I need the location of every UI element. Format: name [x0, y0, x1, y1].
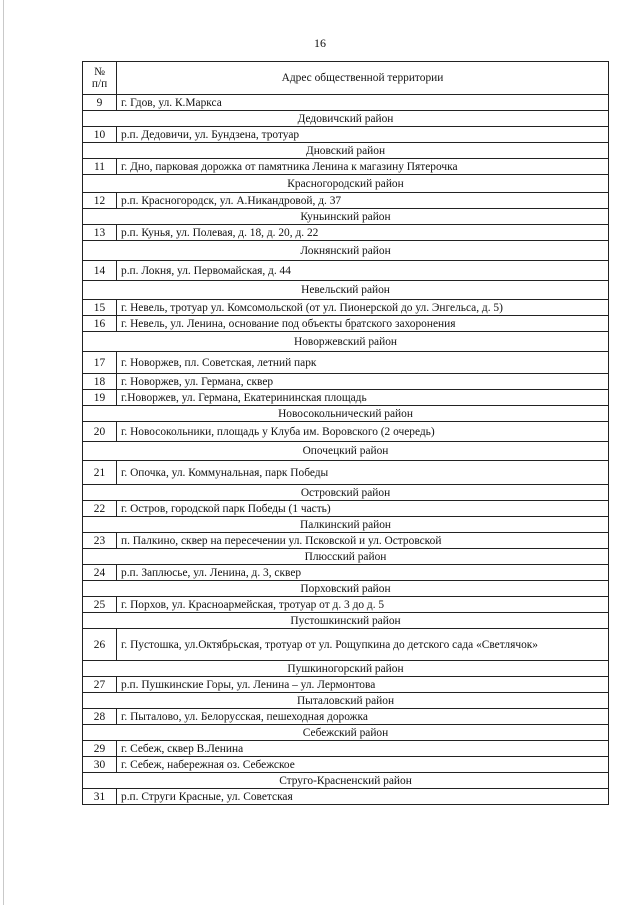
district-row	[83, 406, 609, 422]
district-name: Пыталовский район	[83, 693, 609, 709]
row-address: г. Пустошка, ул.Октябрьская, тротуар от ул. Рощупкина до детского сада «Светлячок»	[117, 629, 609, 661]
district-name: Новоржевский район	[83, 332, 609, 352]
district-name: Себежский район	[83, 725, 609, 741]
row-number: 9	[83, 95, 117, 111]
row-address: г. Себеж, сквер В.Ленина	[117, 741, 609, 757]
row-number: 21	[83, 461, 117, 485]
table-row	[83, 374, 609, 390]
district-name: Красногородский район	[83, 175, 609, 193]
row-number: 26	[83, 629, 117, 661]
table-header-row	[83, 62, 609, 95]
district-row	[83, 549, 609, 565]
row-number: 10	[83, 127, 117, 143]
number-header-symbol: №	[94, 66, 105, 78]
table-row	[83, 461, 609, 485]
row-number: 12	[83, 193, 117, 209]
district-row	[83, 143, 609, 159]
table-row	[83, 629, 609, 661]
district-row	[83, 517, 609, 533]
table-row	[83, 261, 609, 281]
table-row	[83, 225, 609, 241]
district-row	[83, 485, 609, 501]
district-name: Опочецкий район	[83, 442, 609, 461]
district-name: Дедовичский район	[83, 111, 609, 127]
row-number: 14	[83, 261, 117, 281]
row-number: 22	[83, 501, 117, 517]
row-number: 30	[83, 757, 117, 773]
table-row	[83, 352, 609, 374]
row-number: 31	[83, 789, 117, 805]
district-row	[83, 661, 609, 677]
district-row	[83, 773, 609, 789]
table-row	[83, 422, 609, 442]
district-name: Дновский район	[83, 143, 609, 159]
row-address: г. Пыталово, ул. Белорусская, пешеходная дорожка	[117, 709, 609, 725]
table-body	[83, 95, 609, 805]
row-address: г. Новоржев, ул. Германа, сквер	[117, 374, 609, 390]
table-row	[83, 95, 609, 111]
table-row	[83, 597, 609, 613]
district-row	[83, 613, 609, 629]
district-row	[83, 241, 609, 261]
table-row	[83, 565, 609, 581]
district-row	[83, 175, 609, 193]
row-address: г. Себеж, набережная оз. Себежское	[117, 757, 609, 773]
row-address: р.п. Локня, ул. Первомайская, д. 44	[117, 261, 609, 281]
table-row	[83, 390, 609, 406]
row-address: р.п. Кунья, ул. Полевая, д. 18, д. 20, д. 22	[117, 225, 609, 241]
addresses-table	[82, 61, 609, 805]
row-number: 16	[83, 316, 117, 332]
row-address: р.п. Красногородск, ул. А.Никандровой, д. 37	[117, 193, 609, 209]
row-address: г. Опочка, ул. Коммунальная, парк Победы	[117, 461, 609, 485]
row-number: 17	[83, 352, 117, 374]
table-row	[83, 709, 609, 725]
scan-edge-line	[3, 0, 4, 905]
table-row	[83, 127, 609, 143]
district-row	[83, 281, 609, 300]
row-number: 11	[83, 159, 117, 175]
row-number: 15	[83, 300, 117, 316]
district-name: Палкинский район	[83, 517, 609, 533]
row-address: г. Дно, парковая дорожка от памятника Ленина к магазину Пятерочка	[117, 159, 609, 175]
number-header-abbr: п/п	[91, 78, 108, 90]
table-row	[83, 159, 609, 175]
row-address: р.п. Струги Красные, ул. Советская	[117, 789, 609, 805]
district-name: Локнянский район	[83, 241, 609, 261]
table-row	[83, 789, 609, 805]
number-column-header	[83, 62, 117, 95]
district-row	[83, 693, 609, 709]
district-name: Пушкиногорский район	[83, 661, 609, 677]
row-address: г. Новосокольники, площадь у Клуба им. Воровского (2 очередь)	[117, 422, 609, 442]
district-row	[83, 725, 609, 741]
page-number: 16	[314, 36, 326, 50]
table-row	[83, 757, 609, 773]
row-address: р.п. Заплюсье, ул. Ленина, д. 3, сквер	[117, 565, 609, 581]
row-address: г. Новоржев, пл. Советская, летний парк	[117, 352, 609, 374]
district-name: Островский район	[83, 485, 609, 501]
district-row	[83, 442, 609, 461]
row-address: р.п. Пушкинские Горы, ул. Ленина – ул. Лермонтова	[117, 677, 609, 693]
row-number: 25	[83, 597, 117, 613]
row-number: 18	[83, 374, 117, 390]
address-column-header: Адрес общественной территории	[117, 62, 609, 95]
row-address: г. Невель, ул. Ленина, основание под объекты братского захоронения	[117, 316, 609, 332]
row-number: 28	[83, 709, 117, 725]
table-row	[83, 316, 609, 332]
row-address: г. Невель, тротуар ул. Комсомольской (от ул. Пионерской до ул. Энгельса, д. 5)	[117, 300, 609, 316]
district-name: Пустошкинский район	[83, 613, 609, 629]
table-row	[83, 300, 609, 316]
row-address: г.Новоржев, ул. Германа, Екатерининская площадь	[117, 390, 609, 406]
table-row	[83, 677, 609, 693]
row-number: 27	[83, 677, 117, 693]
table-row	[83, 501, 609, 517]
table-row	[83, 741, 609, 757]
row-number: 20	[83, 422, 117, 442]
row-number: 13	[83, 225, 117, 241]
table-row	[83, 193, 609, 209]
row-number: 19	[83, 390, 117, 406]
row-address: г. Порхов, ул. Красноармейская, тротуар от д. 3 до д. 5	[117, 597, 609, 613]
row-number: 24	[83, 565, 117, 581]
row-address: р.п. Дедовичи, ул. Бундзена, тротуар	[117, 127, 609, 143]
district-row	[83, 332, 609, 352]
district-name: Новосокольнический район	[83, 406, 609, 422]
district-name: Куньинский район	[83, 209, 609, 225]
row-address: п. Палкино, сквер на пересечении ул. Псковской и ул. Островской	[117, 533, 609, 549]
district-name: Струго-Красненский район	[83, 773, 609, 789]
district-name: Порховский район	[83, 581, 609, 597]
row-number: 23	[83, 533, 117, 549]
district-row	[83, 209, 609, 225]
district-name: Невельский район	[83, 281, 609, 300]
row-number: 29	[83, 741, 117, 757]
district-row	[83, 581, 609, 597]
row-address: г. Гдов, ул. К.Маркса	[117, 95, 609, 111]
row-address: г. Остров, городской парк Победы (1 часть)	[117, 501, 609, 517]
district-row	[83, 111, 609, 127]
district-name: Плюсский район	[83, 549, 609, 565]
table-row	[83, 533, 609, 549]
